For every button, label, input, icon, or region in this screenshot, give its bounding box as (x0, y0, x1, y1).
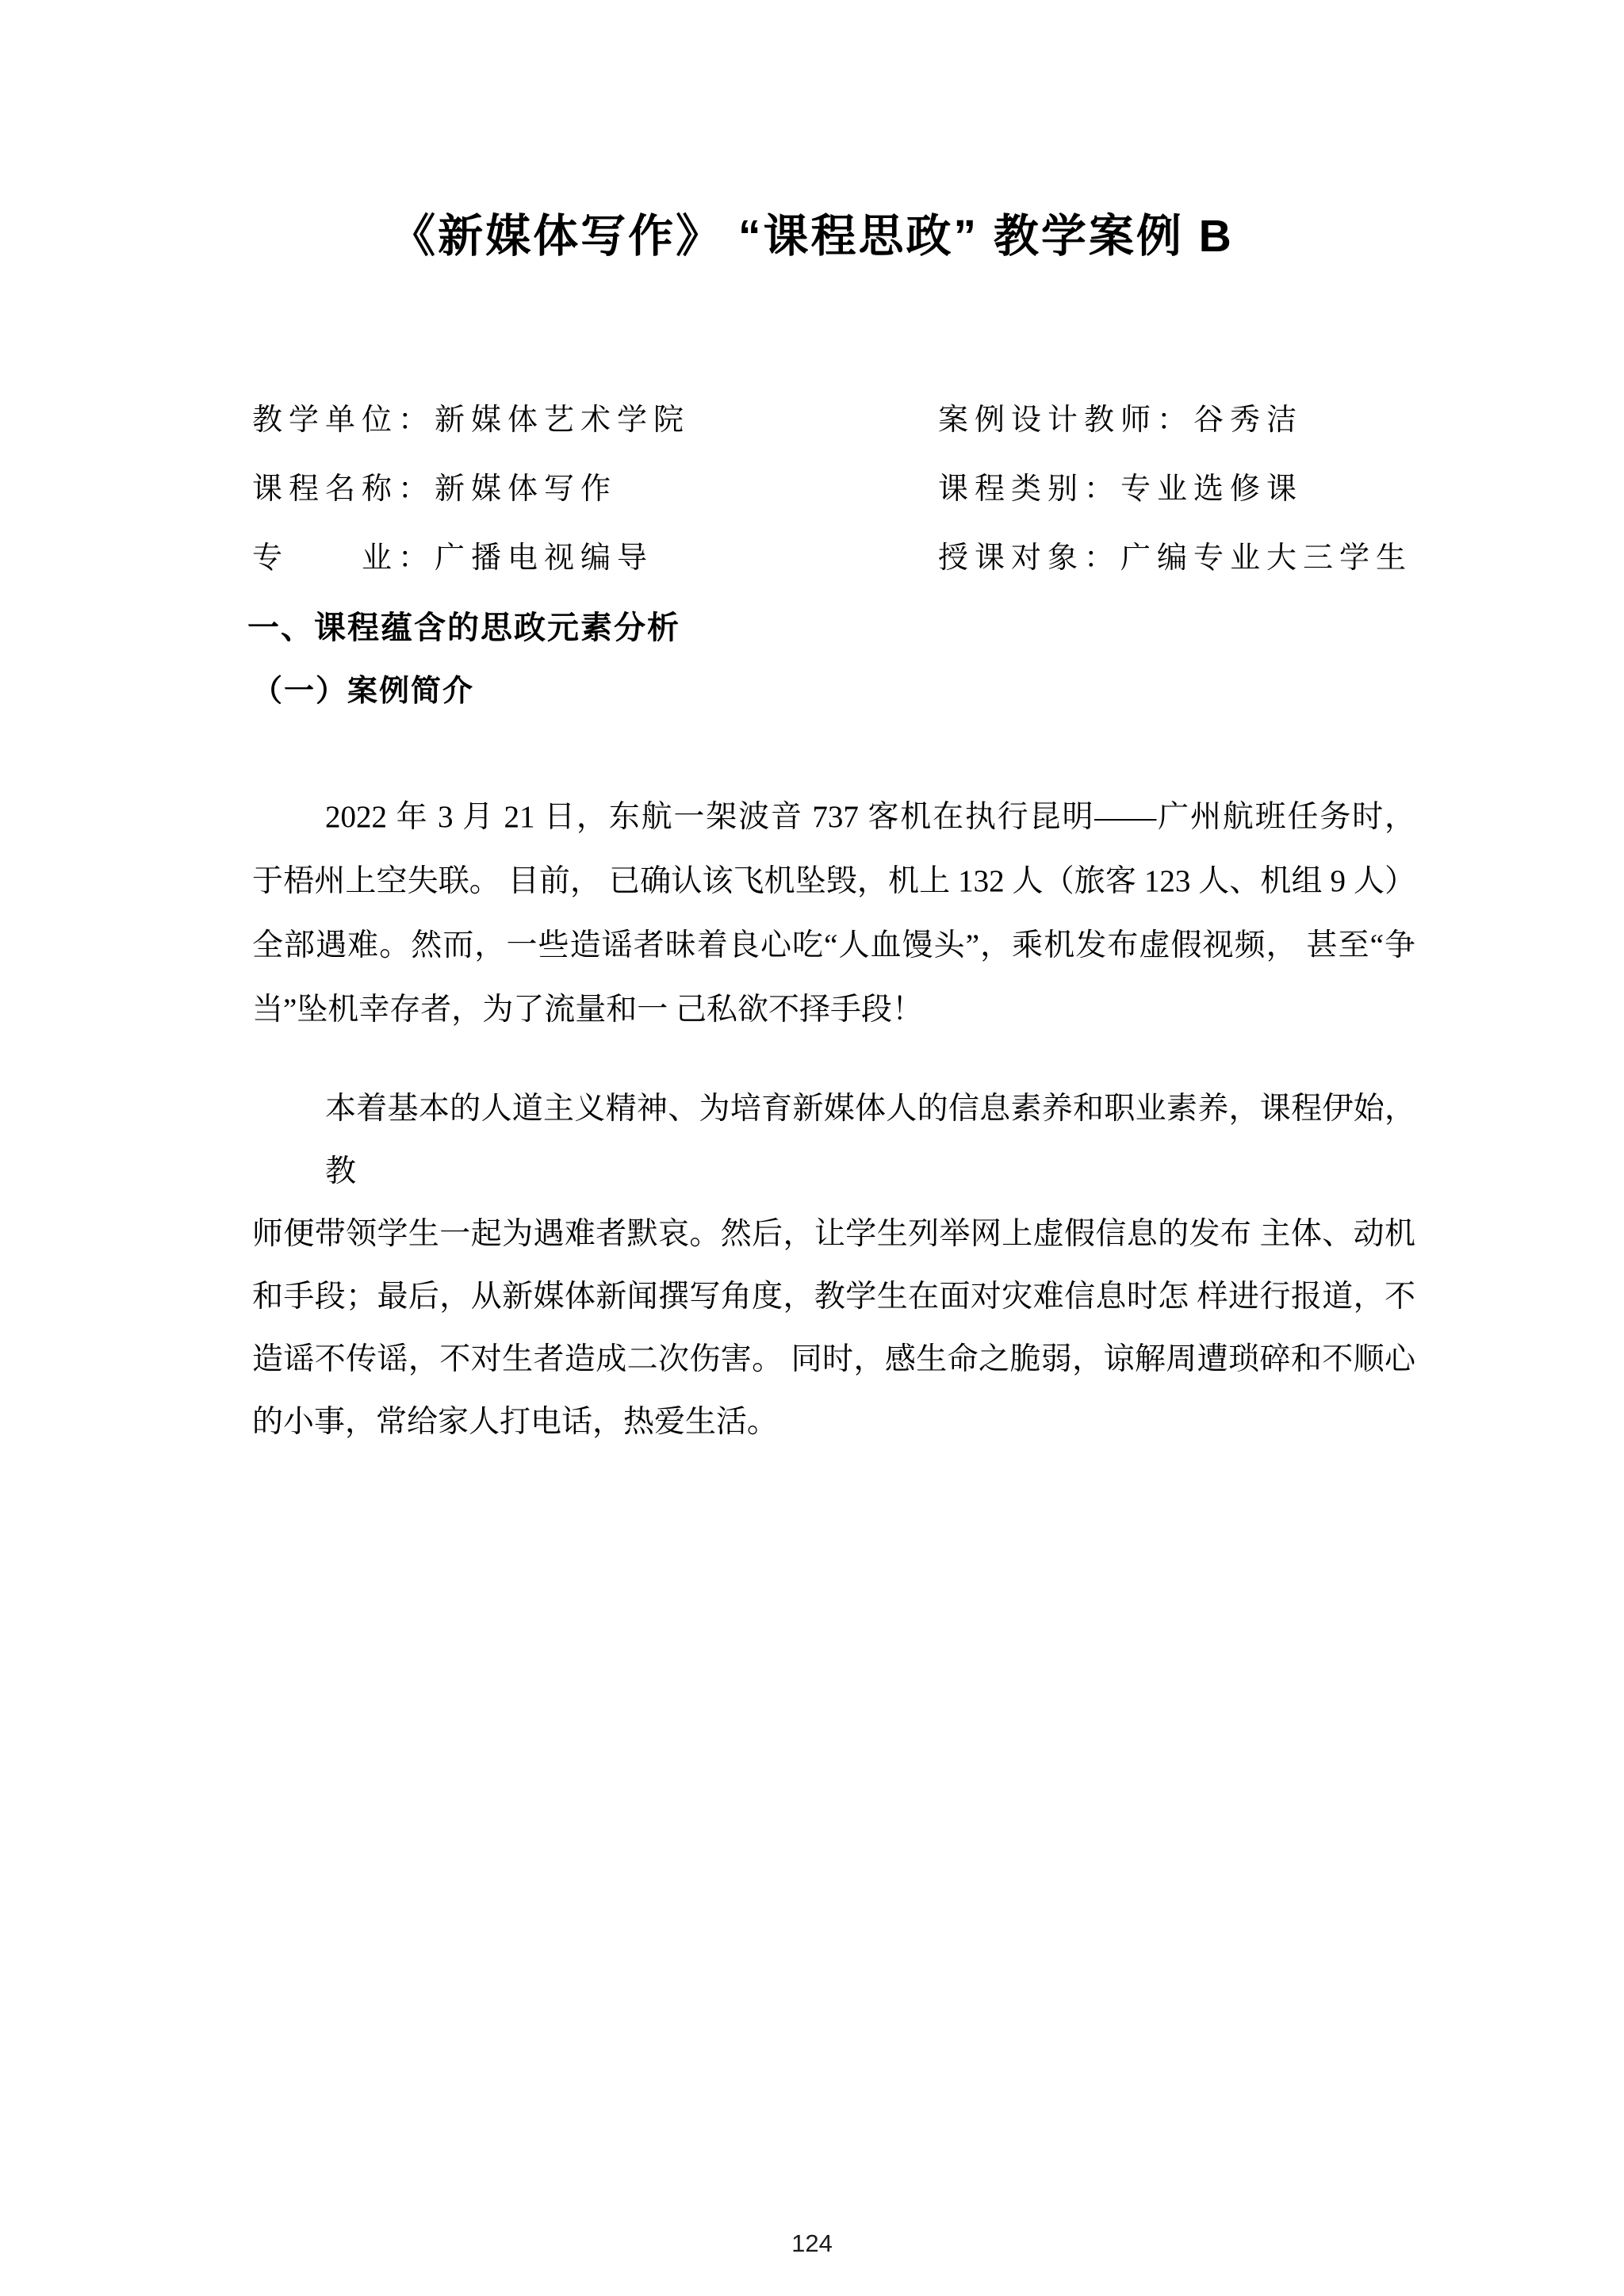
meta-row-1 (252, 400, 1415, 469)
text-line: 造谣不传谣，不对生者造成二次伤害。 同时，感生命之脆弱，谅解周遭琐碎和不顺心 (252, 1342, 1415, 1376)
subsection-heading-case-intro: （一）案例简介 (252, 675, 475, 708)
page-number: 124 (791, 2229, 833, 2257)
paragraph-teaching-approach (252, 1077, 1415, 1453)
teaching-unit-value: 新媒体艺术学院 (435, 404, 691, 437)
section-heading-ideological-elements: 一、课程蕴含的思政元素分析 (247, 610, 680, 645)
text-line: 于梧州上空失联。 目前， 已确认该飞机坠毁，机上 132 人（旅客 123 人、机组 9 人） (252, 864, 1415, 898)
audience-value: 广编专业大三学生 (1120, 541, 1413, 575)
meta-field-course-name (252, 469, 938, 509)
case-designer-value: 谷秀洁 (1193, 404, 1304, 437)
text-line: 师便带领学生一起为遇难者默哀。然后，让学生列举网上虚假信息的发布 主体、动机 (252, 1217, 1415, 1251)
text-line: 本着基本的人道主义精神、为培育新媒体人的信息素养和职业素养，课程伊始，教 (325, 1092, 1415, 1188)
audience-label: 授课对象： (938, 541, 1121, 575)
text-line: 的小事，常给家人打电话，热爱生活。 (252, 1405, 779, 1439)
meta-field-audience (938, 538, 1415, 578)
course-name-label: 课程名称： (252, 473, 435, 506)
meta-row-2 (252, 469, 1415, 538)
course-name-value: 新媒体写作 (435, 473, 618, 506)
major-label: 专 业： (252, 541, 435, 575)
course-type-value: 专业选修课 (1120, 473, 1304, 506)
meta-field-case-designer (938, 400, 1415, 440)
meta-field-course-type (938, 469, 1415, 509)
document-title: 《新媒体写作》 “课程思政” 教学案例 B (390, 211, 1234, 262)
meta-field-major (252, 538, 938, 578)
text-line: 和手段；最后，从新媒体新闻撰写角度，教学生在面对灾难信息时怎 样进行报道，不 (252, 1280, 1415, 1314)
course-info-block (252, 400, 1415, 607)
teaching-unit-label: 教学单位： (252, 404, 435, 437)
course-type-label: 课程类别： (938, 473, 1121, 506)
text-line: 当”坠机幸存者，为了流量和一 己私欲不择手段！ (252, 993, 924, 1027)
major-value: 广播电视编导 (435, 541, 654, 575)
meta-field-teaching-unit (252, 400, 938, 440)
meta-row-3 (252, 538, 1415, 607)
text-line: 全部遇难。然而，一些造谣者昧着良心吃“人血馒头”，乘机发布虚假视频， 甚至“争 (252, 928, 1415, 962)
paragraph-case-description (252, 785, 1415, 1042)
text-line: 2022 年 3 月 21 日，东航一架波音 737 客机在执行昆明——广州航班任务时， (325, 800, 1415, 834)
case-designer-label: 案例设计教师： (938, 404, 1194, 437)
